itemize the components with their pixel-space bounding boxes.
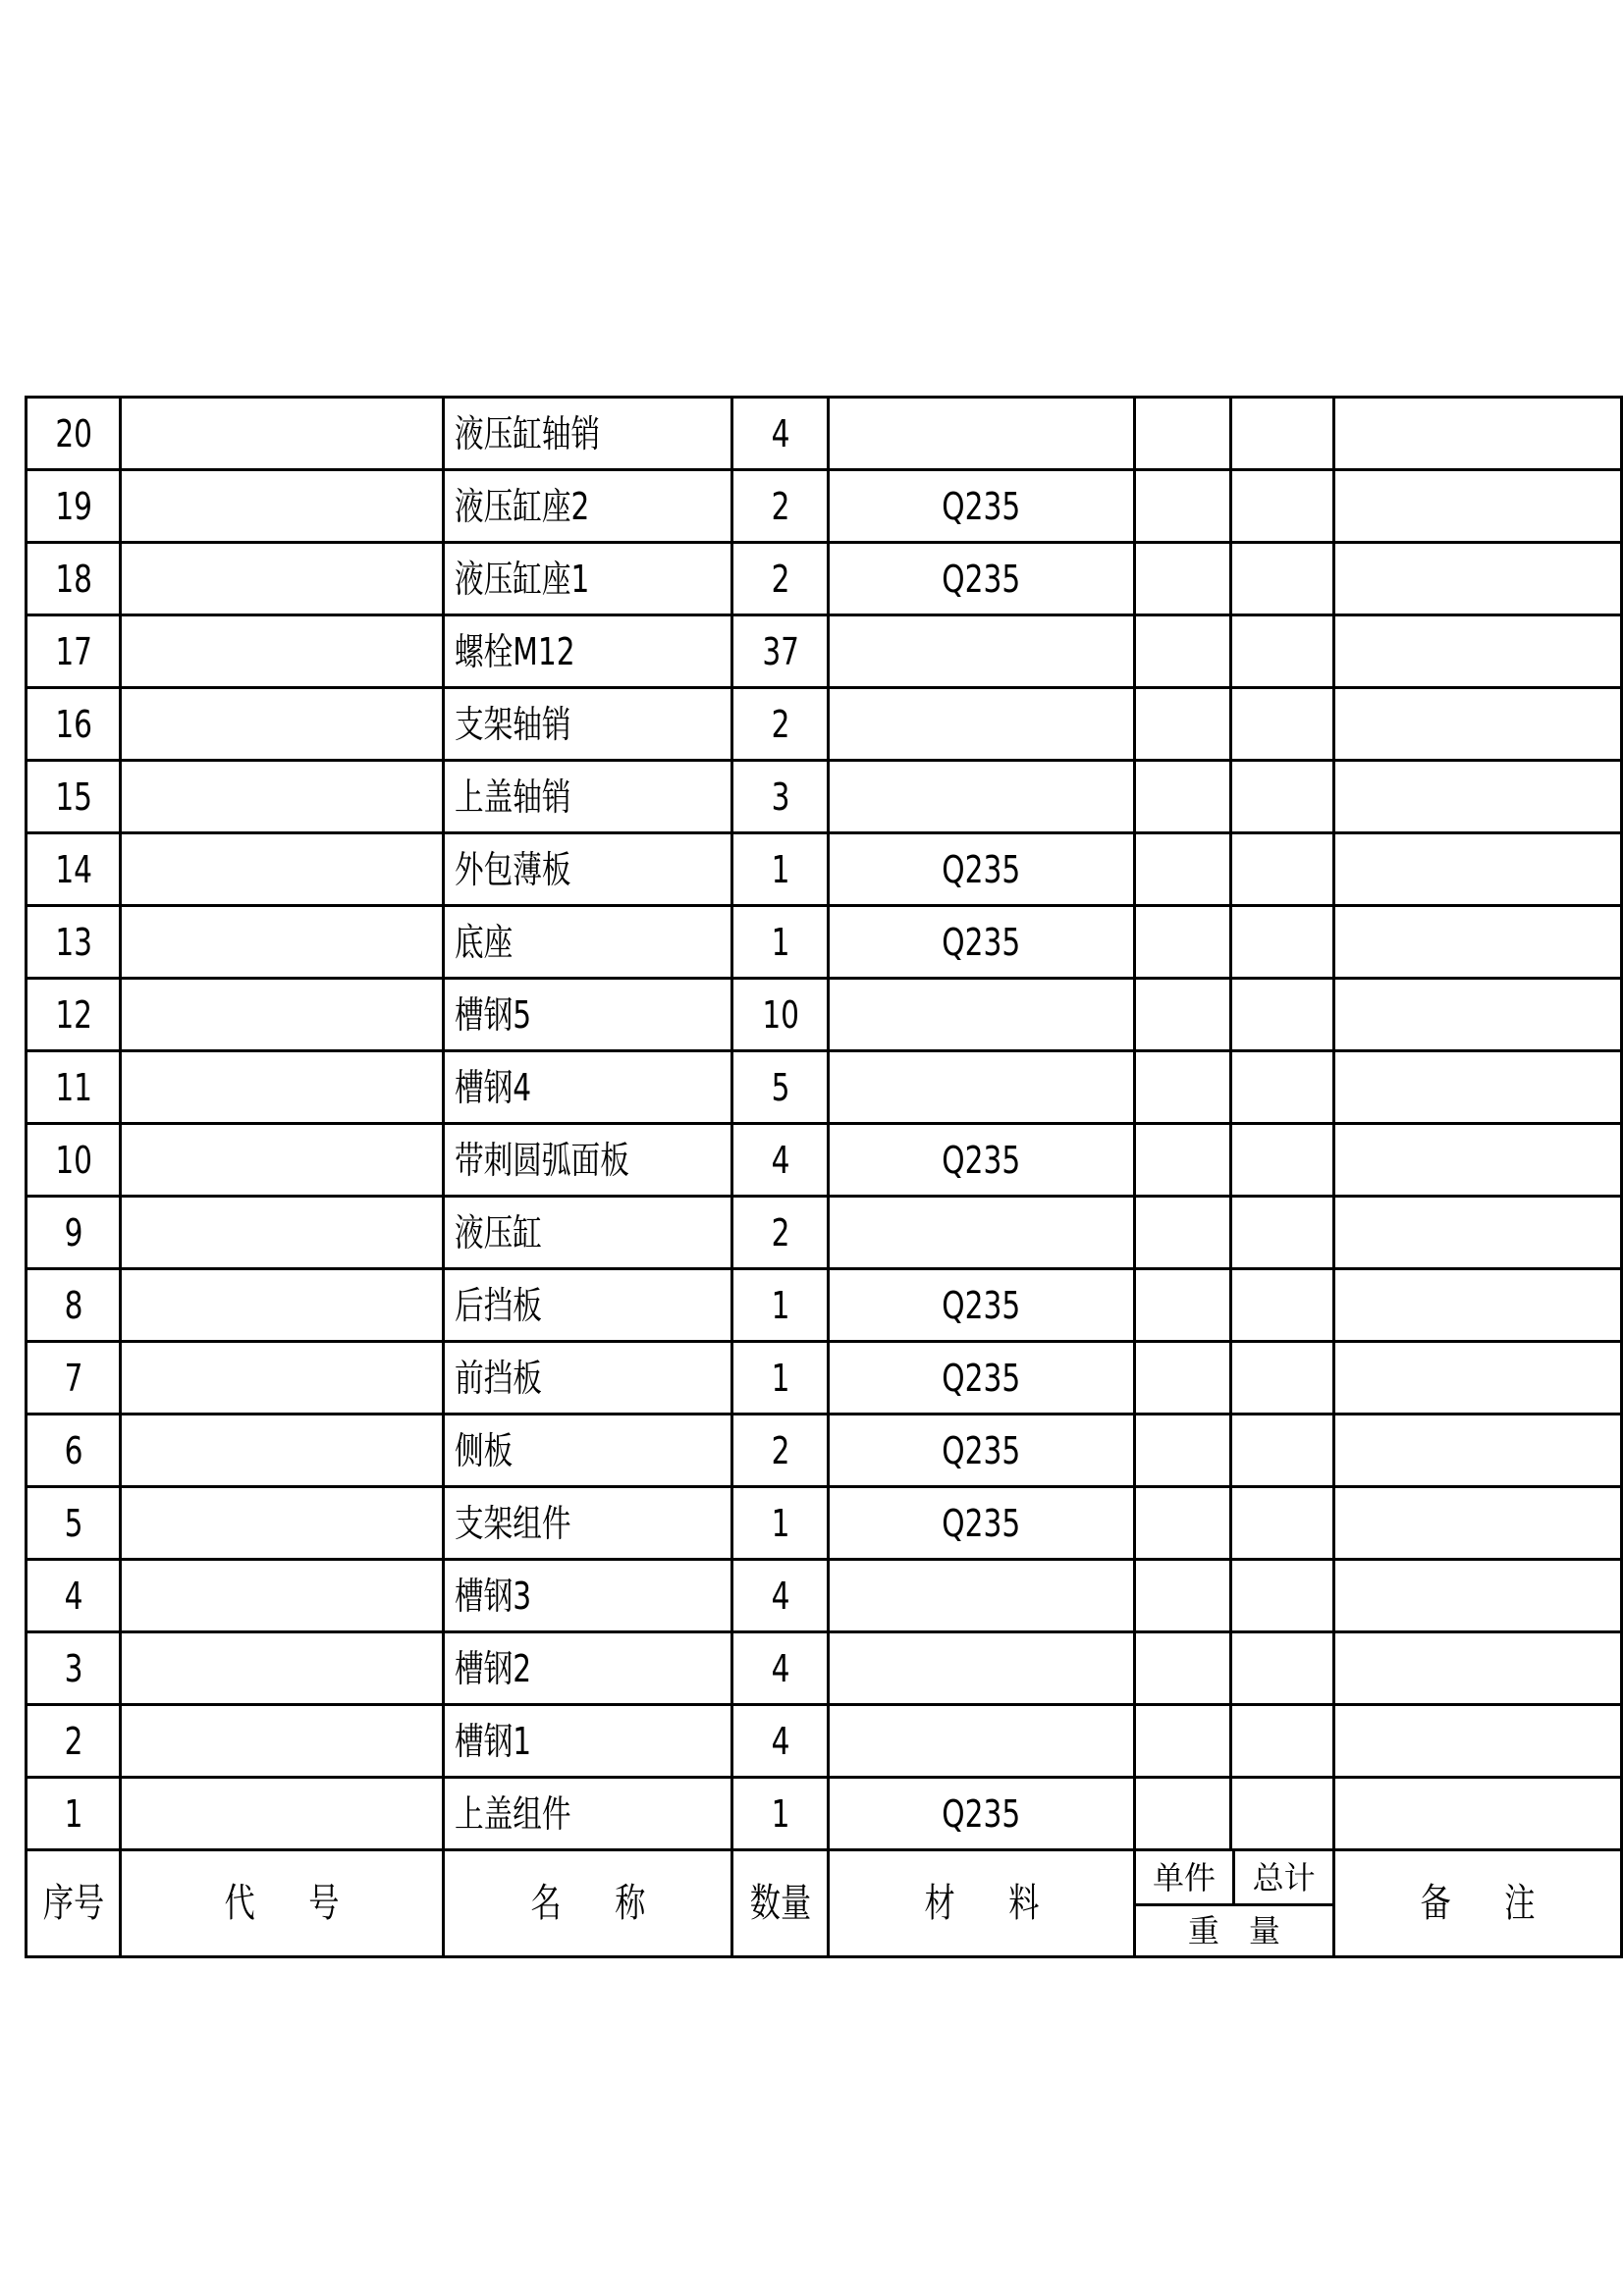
cell-qty bbox=[732, 1705, 829, 1778]
cell-no bbox=[27, 470, 121, 543]
qty-text: 1 bbox=[771, 1283, 790, 1327]
cell-qty bbox=[732, 1632, 829, 1705]
material-text: Q235 bbox=[942, 1283, 1021, 1327]
cell-material bbox=[829, 1124, 1134, 1197]
name-text: 支架轴销 bbox=[455, 702, 571, 746]
no-text: 9 bbox=[64, 1210, 83, 1255]
cell-code bbox=[121, 1778, 444, 1850]
cell-qty bbox=[732, 1560, 829, 1632]
no-text: 3 bbox=[64, 1646, 83, 1690]
no-text: 4 bbox=[64, 1574, 83, 1618]
cell-total-weight bbox=[1230, 1415, 1333, 1487]
table-row bbox=[27, 1197, 1622, 1269]
name-text: 前挡板 bbox=[455, 1356, 543, 1400]
cell-total-weight bbox=[1230, 1051, 1333, 1124]
table-row bbox=[27, 1124, 1622, 1197]
cell-material bbox=[829, 1415, 1134, 1487]
cell-total-weight bbox=[1230, 979, 1333, 1051]
table-row bbox=[27, 1269, 1622, 1342]
table-row bbox=[27, 470, 1622, 543]
cell-unit-weight bbox=[1134, 979, 1230, 1051]
name-text: 槽钢3 bbox=[455, 1574, 532, 1618]
cell-no bbox=[27, 1560, 121, 1632]
cell-total-weight bbox=[1230, 761, 1333, 833]
table-row bbox=[27, 1632, 1622, 1705]
cell-remark bbox=[1333, 1560, 1621, 1632]
cell-qty bbox=[732, 1269, 829, 1342]
bill-of-materials-table bbox=[25, 396, 1623, 1958]
material-text: Q235 bbox=[942, 1356, 1021, 1400]
cell-code bbox=[121, 615, 444, 688]
cell-name bbox=[444, 833, 732, 906]
header-no bbox=[27, 1850, 121, 1957]
name-text: 槽钢1 bbox=[455, 1719, 532, 1763]
material-text: Q235 bbox=[942, 920, 1021, 964]
cell-code bbox=[121, 761, 444, 833]
cell-no bbox=[27, 1124, 121, 1197]
cell-no bbox=[27, 979, 121, 1051]
cell-total-weight bbox=[1230, 688, 1333, 761]
cell-unit-weight bbox=[1134, 543, 1230, 615]
cell-no bbox=[27, 1415, 121, 1487]
header-weight-label: 重量 bbox=[1187, 1912, 1310, 1949]
name-text: 液压缸轴销 bbox=[455, 411, 601, 455]
cell-qty bbox=[732, 688, 829, 761]
header-qty-label: 数量 bbox=[749, 1881, 811, 1926]
no-text: 15 bbox=[54, 774, 92, 819]
no-text: 13 bbox=[54, 920, 92, 964]
qty-text: 2 bbox=[771, 557, 790, 601]
no-text: 8 bbox=[64, 1283, 83, 1327]
cell-qty bbox=[732, 1778, 829, 1850]
cell-name bbox=[444, 688, 732, 761]
cell-name bbox=[444, 1269, 732, 1342]
cell-material bbox=[829, 1342, 1134, 1415]
no-text: 14 bbox=[54, 847, 92, 891]
cell-remark bbox=[1333, 1778, 1621, 1850]
cell-total-weight bbox=[1230, 1560, 1333, 1632]
cell-total-weight bbox=[1230, 1269, 1333, 1342]
cell-name bbox=[444, 543, 732, 615]
cell-total-weight bbox=[1230, 470, 1333, 543]
cell-no bbox=[27, 543, 121, 615]
cell-code bbox=[121, 979, 444, 1051]
cell-qty bbox=[732, 761, 829, 833]
name-text: 带刺圆弧面板 bbox=[455, 1138, 629, 1182]
cell-remark bbox=[1333, 1705, 1621, 1778]
qty-text: 10 bbox=[761, 992, 799, 1037]
qty-text: 5 bbox=[771, 1065, 790, 1109]
material-text: Q235 bbox=[942, 484, 1021, 528]
table-row bbox=[27, 1415, 1622, 1487]
qty-text: 3 bbox=[771, 774, 790, 819]
cell-no bbox=[27, 1487, 121, 1560]
header-remark-label: 备注 bbox=[1420, 1881, 1590, 1926]
qty-text: 1 bbox=[771, 920, 790, 964]
material-text: Q235 bbox=[942, 1501, 1021, 1545]
cell-material bbox=[829, 1632, 1134, 1705]
name-text: 侧板 bbox=[455, 1428, 514, 1472]
cell-total-weight bbox=[1230, 1778, 1333, 1850]
cell-remark bbox=[1333, 615, 1621, 688]
cell-no bbox=[27, 1705, 121, 1778]
cell-no bbox=[27, 398, 121, 470]
cell-material bbox=[829, 979, 1134, 1051]
cell-remark bbox=[1333, 470, 1621, 543]
cell-material bbox=[829, 470, 1134, 543]
cell-unit-weight bbox=[1134, 1632, 1230, 1705]
cell-no bbox=[27, 615, 121, 688]
qty-text: 2 bbox=[771, 702, 790, 746]
cell-name bbox=[444, 1487, 732, 1560]
cell-unit-weight bbox=[1134, 398, 1230, 470]
name-text: 底座 bbox=[455, 920, 514, 964]
no-text: 10 bbox=[54, 1138, 92, 1182]
cell-code bbox=[121, 1269, 444, 1342]
no-text: 7 bbox=[64, 1356, 83, 1400]
cell-remark bbox=[1333, 833, 1621, 906]
cell-material bbox=[829, 1778, 1134, 1850]
table-row bbox=[27, 688, 1622, 761]
cell-total-weight bbox=[1230, 615, 1333, 688]
qty-text: 1 bbox=[771, 847, 790, 891]
cell-no bbox=[27, 1051, 121, 1124]
cell-unit-weight bbox=[1134, 688, 1230, 761]
cell-qty bbox=[732, 470, 829, 543]
cell-remark bbox=[1333, 761, 1621, 833]
cell-unit-weight bbox=[1134, 906, 1230, 979]
cell-remark bbox=[1333, 543, 1621, 615]
cell-unit-weight bbox=[1134, 1124, 1230, 1197]
no-text: 20 bbox=[54, 411, 92, 455]
cell-name bbox=[444, 1560, 732, 1632]
header-code bbox=[121, 1850, 444, 1957]
no-text: 2 bbox=[64, 1719, 83, 1763]
cell-qty bbox=[732, 398, 829, 470]
cell-material bbox=[829, 1051, 1134, 1124]
table-row bbox=[27, 1560, 1622, 1632]
name-text: 槽钢4 bbox=[455, 1065, 532, 1109]
cell-qty bbox=[732, 833, 829, 906]
cell-remark bbox=[1333, 1632, 1621, 1705]
cell-unit-weight bbox=[1134, 1778, 1230, 1850]
cell-name bbox=[444, 1415, 732, 1487]
qty-text: 1 bbox=[771, 1791, 790, 1836]
cell-code bbox=[121, 1415, 444, 1487]
cell-qty bbox=[732, 906, 829, 979]
cell-qty bbox=[732, 1342, 829, 1415]
cell-remark bbox=[1333, 979, 1621, 1051]
cell-no bbox=[27, 906, 121, 979]
cell-remark bbox=[1333, 1342, 1621, 1415]
material-text: Q235 bbox=[942, 1138, 1021, 1182]
qty-text: 4 bbox=[771, 1138, 790, 1182]
cell-name bbox=[444, 1705, 732, 1778]
cell-total-weight bbox=[1230, 398, 1333, 470]
cell-code bbox=[121, 688, 444, 761]
cell-qty bbox=[732, 1487, 829, 1560]
cell-name bbox=[444, 761, 732, 833]
cell-remark bbox=[1333, 1124, 1621, 1197]
cell-material bbox=[829, 833, 1134, 906]
cell-no bbox=[27, 1269, 121, 1342]
no-text: 19 bbox=[54, 484, 92, 528]
cell-unit-weight bbox=[1134, 1342, 1230, 1415]
table-row bbox=[27, 979, 1622, 1051]
cell-remark bbox=[1333, 1051, 1621, 1124]
cell-total-weight bbox=[1230, 543, 1333, 615]
table-row bbox=[27, 1487, 1622, 1560]
cell-unit-weight bbox=[1134, 1197, 1230, 1269]
cell-material bbox=[829, 615, 1134, 688]
qty-text: 1 bbox=[771, 1501, 790, 1545]
cell-remark bbox=[1333, 1197, 1621, 1269]
qty-text: 2 bbox=[771, 1210, 790, 1255]
cell-qty bbox=[732, 1124, 829, 1197]
cell-remark bbox=[1333, 688, 1621, 761]
table-row bbox=[27, 833, 1622, 906]
header-weight bbox=[1134, 1850, 1333, 1957]
name-text: 液压缸 bbox=[455, 1210, 543, 1255]
cell-no bbox=[27, 833, 121, 906]
cell-material bbox=[829, 1197, 1134, 1269]
cell-unit-weight bbox=[1134, 615, 1230, 688]
cell-code bbox=[121, 1051, 444, 1124]
cell-name bbox=[444, 1778, 732, 1850]
header-total-weight: 总计 bbox=[1252, 1858, 1316, 1896]
cell-material bbox=[829, 1269, 1134, 1342]
table-row bbox=[27, 1705, 1622, 1778]
table-row bbox=[27, 1051, 1622, 1124]
table-row bbox=[27, 1778, 1622, 1850]
table-row bbox=[27, 398, 1622, 470]
table-row bbox=[27, 543, 1622, 615]
qty-text: 2 bbox=[771, 1428, 790, 1472]
no-text: 6 bbox=[64, 1428, 83, 1472]
no-text: 12 bbox=[54, 992, 92, 1037]
table-row bbox=[27, 615, 1622, 688]
qty-text: 4 bbox=[771, 1719, 790, 1763]
cell-no bbox=[27, 1778, 121, 1850]
cell-qty bbox=[732, 979, 829, 1051]
header-row bbox=[27, 1850, 1622, 1957]
qty-text: 4 bbox=[771, 1574, 790, 1618]
cell-material bbox=[829, 543, 1134, 615]
name-text: 螺栓M12 bbox=[455, 629, 575, 673]
cell-code bbox=[121, 398, 444, 470]
qty-text: 37 bbox=[761, 629, 799, 673]
cell-total-weight bbox=[1230, 1705, 1333, 1778]
qty-text: 4 bbox=[771, 411, 790, 455]
no-text: 11 bbox=[54, 1065, 92, 1109]
cell-name bbox=[444, 398, 732, 470]
name-text: 槽钢5 bbox=[455, 992, 532, 1037]
no-text: 17 bbox=[54, 629, 92, 673]
header-material-label: 材料 bbox=[924, 1881, 1093, 1926]
cell-total-weight bbox=[1230, 1124, 1333, 1197]
cell-code bbox=[121, 1487, 444, 1560]
name-text: 上盖组件 bbox=[455, 1791, 571, 1836]
header-unit-weight: 单件 bbox=[1136, 1851, 1236, 1903]
cell-unit-weight bbox=[1134, 1560, 1230, 1632]
header-name bbox=[444, 1850, 732, 1957]
cell-unit-weight bbox=[1134, 1705, 1230, 1778]
cell-remark bbox=[1333, 1269, 1621, 1342]
cell-qty bbox=[732, 1197, 829, 1269]
qty-text: 2 bbox=[771, 484, 790, 528]
header-name-label: 名称 bbox=[530, 1881, 699, 1926]
cell-code bbox=[121, 833, 444, 906]
cell-qty bbox=[732, 615, 829, 688]
cell-code bbox=[121, 470, 444, 543]
cell-code bbox=[121, 1342, 444, 1415]
header-no-label: 序号 bbox=[42, 1881, 104, 1926]
cell-name bbox=[444, 470, 732, 543]
material-text: Q235 bbox=[942, 1791, 1021, 1836]
header-qty bbox=[732, 1850, 829, 1957]
cell-material bbox=[829, 761, 1134, 833]
cell-no bbox=[27, 1632, 121, 1705]
cell-code bbox=[121, 1197, 444, 1269]
cell-material bbox=[829, 1560, 1134, 1632]
cell-no bbox=[27, 1342, 121, 1415]
qty-text: 1 bbox=[771, 1356, 790, 1400]
cell-total-weight bbox=[1230, 833, 1333, 906]
cell-material bbox=[829, 1487, 1134, 1560]
cell-name bbox=[444, 1124, 732, 1197]
cell-unit-weight bbox=[1134, 1415, 1230, 1487]
name-text: 支架组件 bbox=[455, 1501, 571, 1545]
cell-name bbox=[444, 1342, 732, 1415]
cell-material bbox=[829, 398, 1134, 470]
cell-name bbox=[444, 906, 732, 979]
name-text: 外包薄板 bbox=[455, 847, 571, 891]
table-row bbox=[27, 1342, 1622, 1415]
cell-code bbox=[121, 1705, 444, 1778]
cell-unit-weight bbox=[1134, 470, 1230, 543]
cell-material bbox=[829, 1705, 1134, 1778]
header-code-label: 代号 bbox=[224, 1881, 394, 1926]
no-text: 16 bbox=[54, 702, 92, 746]
material-text: Q235 bbox=[942, 1428, 1021, 1472]
cell-remark bbox=[1333, 906, 1621, 979]
table-row bbox=[27, 906, 1622, 979]
cell-name bbox=[444, 615, 732, 688]
qty-text: 4 bbox=[771, 1646, 790, 1690]
cell-name bbox=[444, 1632, 732, 1705]
cell-name bbox=[444, 1197, 732, 1269]
cell-qty bbox=[732, 1051, 829, 1124]
cell-total-weight bbox=[1230, 1342, 1333, 1415]
cell-total-weight bbox=[1230, 1632, 1333, 1705]
cell-no bbox=[27, 688, 121, 761]
cell-remark bbox=[1333, 398, 1621, 470]
cell-material bbox=[829, 688, 1134, 761]
name-text: 槽钢2 bbox=[455, 1646, 532, 1690]
cell-unit-weight bbox=[1134, 761, 1230, 833]
name-text: 上盖轴销 bbox=[455, 774, 571, 819]
cell-code bbox=[121, 906, 444, 979]
no-text: 5 bbox=[64, 1501, 83, 1545]
cell-total-weight bbox=[1230, 1197, 1333, 1269]
cell-remark bbox=[1333, 1487, 1621, 1560]
cell-total-weight bbox=[1230, 1487, 1333, 1560]
header-remark bbox=[1333, 1850, 1621, 1957]
cell-total-weight bbox=[1230, 906, 1333, 979]
cell-unit-weight bbox=[1134, 1487, 1230, 1560]
cell-qty bbox=[732, 543, 829, 615]
no-text: 1 bbox=[64, 1791, 83, 1836]
cell-code bbox=[121, 1124, 444, 1197]
cell-unit-weight bbox=[1134, 1051, 1230, 1124]
cell-no bbox=[27, 1197, 121, 1269]
cell-qty bbox=[732, 1415, 829, 1487]
cell-code bbox=[121, 1632, 444, 1705]
name-text: 后挡板 bbox=[455, 1283, 543, 1327]
cell-material bbox=[829, 906, 1134, 979]
no-text: 18 bbox=[54, 557, 92, 601]
cell-unit-weight bbox=[1134, 1269, 1230, 1342]
name-text: 液压缸座2 bbox=[455, 484, 590, 528]
header-material bbox=[829, 1850, 1134, 1957]
table-row bbox=[27, 761, 1622, 833]
cell-name bbox=[444, 1051, 732, 1124]
cell-code bbox=[121, 1560, 444, 1632]
cell-no bbox=[27, 761, 121, 833]
material-text: Q235 bbox=[942, 557, 1021, 601]
cell-name bbox=[444, 979, 732, 1051]
material-text: Q235 bbox=[942, 847, 1021, 891]
cell-remark bbox=[1333, 1415, 1621, 1487]
cell-code bbox=[121, 543, 444, 615]
cell-unit-weight bbox=[1134, 833, 1230, 906]
name-text: 液压缸座1 bbox=[455, 557, 590, 601]
